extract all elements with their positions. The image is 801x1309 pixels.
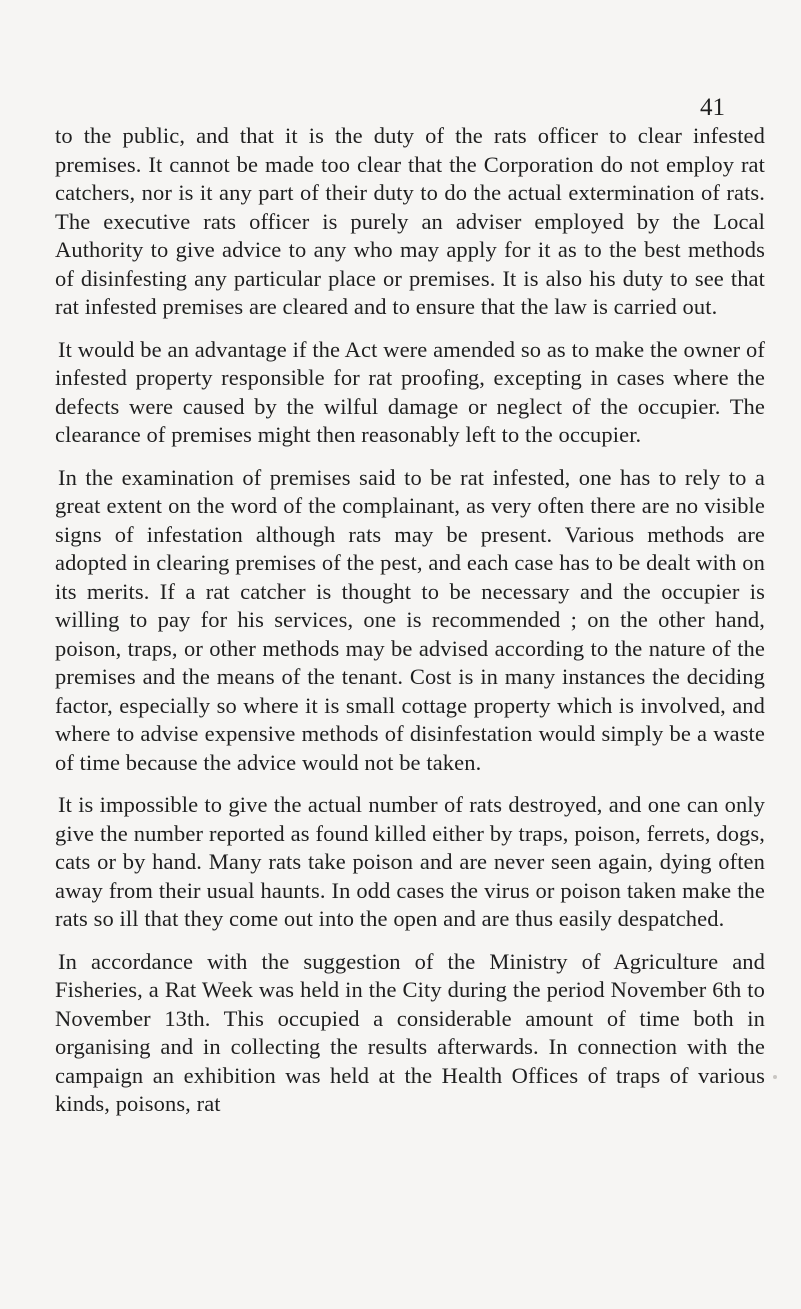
- body-text: [55, 122, 765, 1119]
- paragraph-5: In accordance with the suggestion of the Ministry of Agriculture and Fisheries, a Rat Week was held in the City during the period November 6th to November 13th. This occupied a considerable amount of time both in organising and in collecting the results afterwards. In connection with the campaign an exhibition was held at the Health Offices of traps of various kinds, poisons, rat: [55, 948, 765, 1116]
- page-number: 41: [700, 94, 725, 121]
- scan-speck: [773, 1075, 777, 1079]
- paragraph-4: It is impossible to give the actual number of rats destroyed, and one can only give the number reported as found killed either by traps, poison, ferrets, dogs, cats or by hand. Many rats take poison and are never seen again, dying often away from their usual haunts. In odd cases the virus or poison taken make the rats so ill that they come out into the open and are thus easily despatched.: [55, 792, 765, 931]
- paragraph-1: to the public, and that it is the duty of the rats officer to clear infested premises. It cannot be made too clear that the Corporation do not employ rat catchers, nor is it any part of their duty to do the actual extermination of rats. The executive rats officer is purely an adviser employed by the Local Authority to give advice to any who may apply for it as to the best methods of disinfesting any particular place or premises. It is also his duty to see that rat infested premises are cleared and to ensure that the law is carried out.: [55, 123, 765, 319]
- paragraph-2: It would be an advantage if the Act were amended so as to make the owner of infested property responsible for rat proofing, excepting in cases where the defects were caused by the wilful damage or neglect of the occupier. The clearance of premises might then reasonably left to the occupier.: [55, 336, 765, 447]
- paragraph-3: In the examination of premises said to be rat infested, one has to rely to a great extent on the word of the complainant, as very often there are no visible signs of infestation although rats may be present. Various methods are adopted in clearing premises of the pest, and each case has to be dealt with on its merits. If a rat catcher is thought to be necessary and the occupier is willing to pay for his services, one is recommended ; on the other hand, poison, traps, or other methods may be advised according to the nature of the premises and the means of the tenant. Cost is in many instances the deciding factor, especially so where it is small cottage property which is involved, and where to advise expensive methods of disinfestation would simply be a waste of time because the advice would not be taken.: [55, 464, 765, 775]
